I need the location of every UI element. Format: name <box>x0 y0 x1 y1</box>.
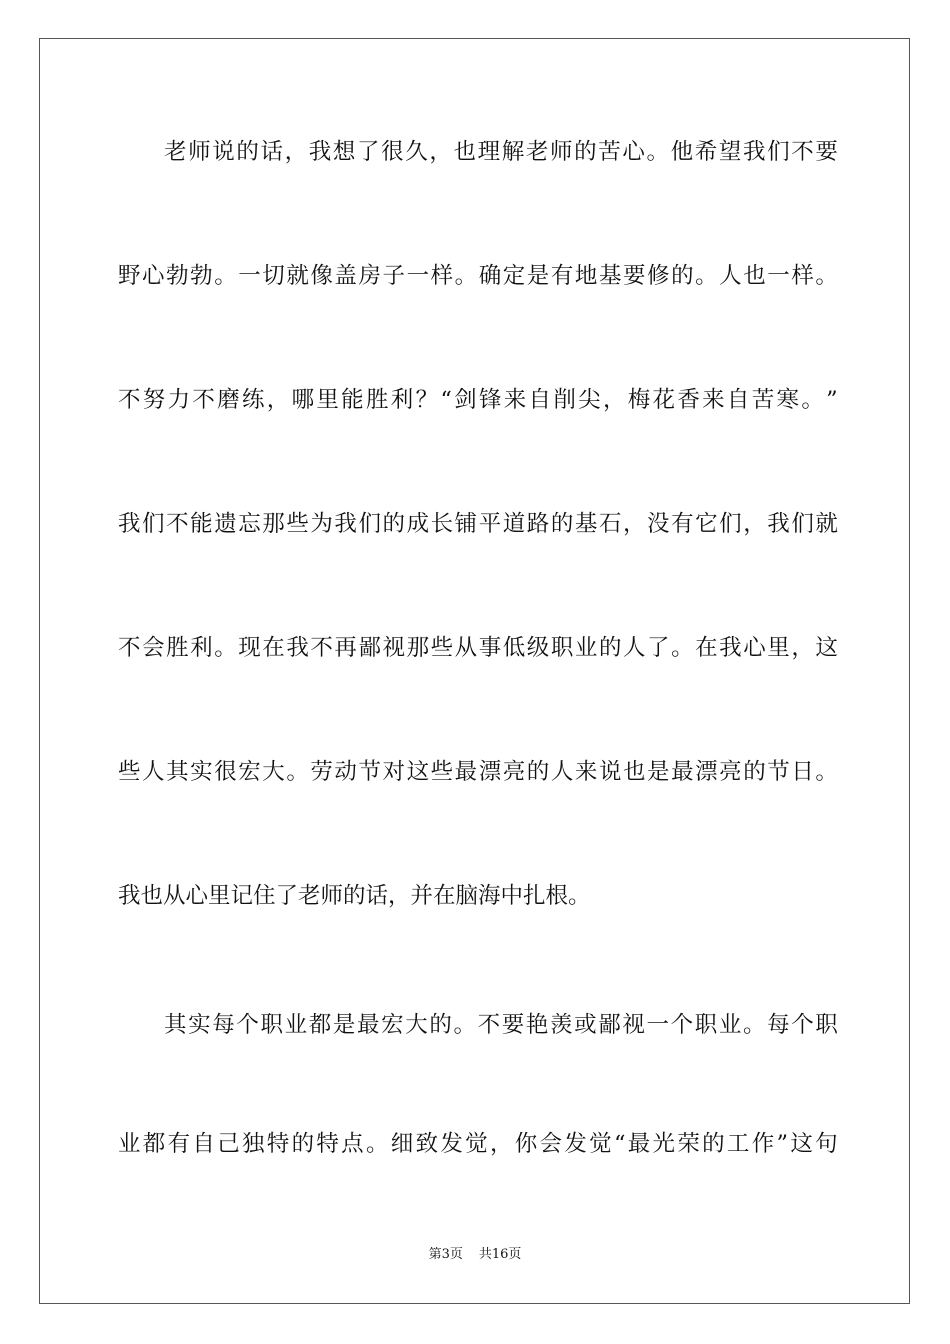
paragraph-1-line-2: 野 心 勃 勃 。 一 切 就 像 盖 房 子 一 样 。 确 定 是 有 地 基 要 修 的 。 人 也 一 样 。 <box>118 263 838 289</box>
page-number: 第3页 <box>428 1247 463 1262</box>
page-total: 共16页 <box>478 1247 522 1262</box>
paragraph-1-line-1: 老 师 说 的 话 ， 我 想 了 很 久 ， 也 理 解 老 师 的 苦 心 。 他 希 望 我 们 不 要 <box>164 139 838 165</box>
paragraph-1-line-6: 些 人 其 实 很 宏 大 。 劳 动 节 对 这 些 最 漂 亮 的 人 来 说 也 是 最 漂 亮 的 节 日 。 <box>118 759 838 785</box>
page-footer <box>0 1246 950 1264</box>
paragraph-1-line-5: 不 会 胜 利 。 现 在 我 不 再 鄙 视 那 些 从 事 低 级 职 业 的 人 了 。 在 我 心 里 ， 这 <box>118 635 838 661</box>
paragraph-1-line-4: 我 们 不 能 遗 忘 那 些 为 我 们 的 成 长 铺 平 道 路 的 基 石 ， 没 有 它 们 ， 我 们 就 <box>118 511 838 537</box>
page-border <box>39 38 910 1304</box>
paragraph-1-line-3: 不 努 力 不 磨 练 ， 哪 里 能 胜 利 ？ “ 剑 锋 来 自 削 尖 ， 梅 花 香 来 自 苦 寒 。 ” <box>118 387 838 413</box>
paragraph-2-line-2: 业 都 有 自 己 独 特 的 特 点 。 细 致 发 觉 ， 你 会 发 觉 “ 最 光 荣 的 工 作 ” 这 句 <box>118 1131 838 1157</box>
paragraph-1-line-7: 我也从心里记住了老师的话，并在脑海中扎根。 <box>118 883 591 909</box>
paragraph-2-line-1: 其 实 每 个 职 业 都 是 最 宏 大 的 。 不 要 艳 羡 或 鄙 视 一 个 职 业 。 每 个 职 <box>164 1012 838 1038</box>
